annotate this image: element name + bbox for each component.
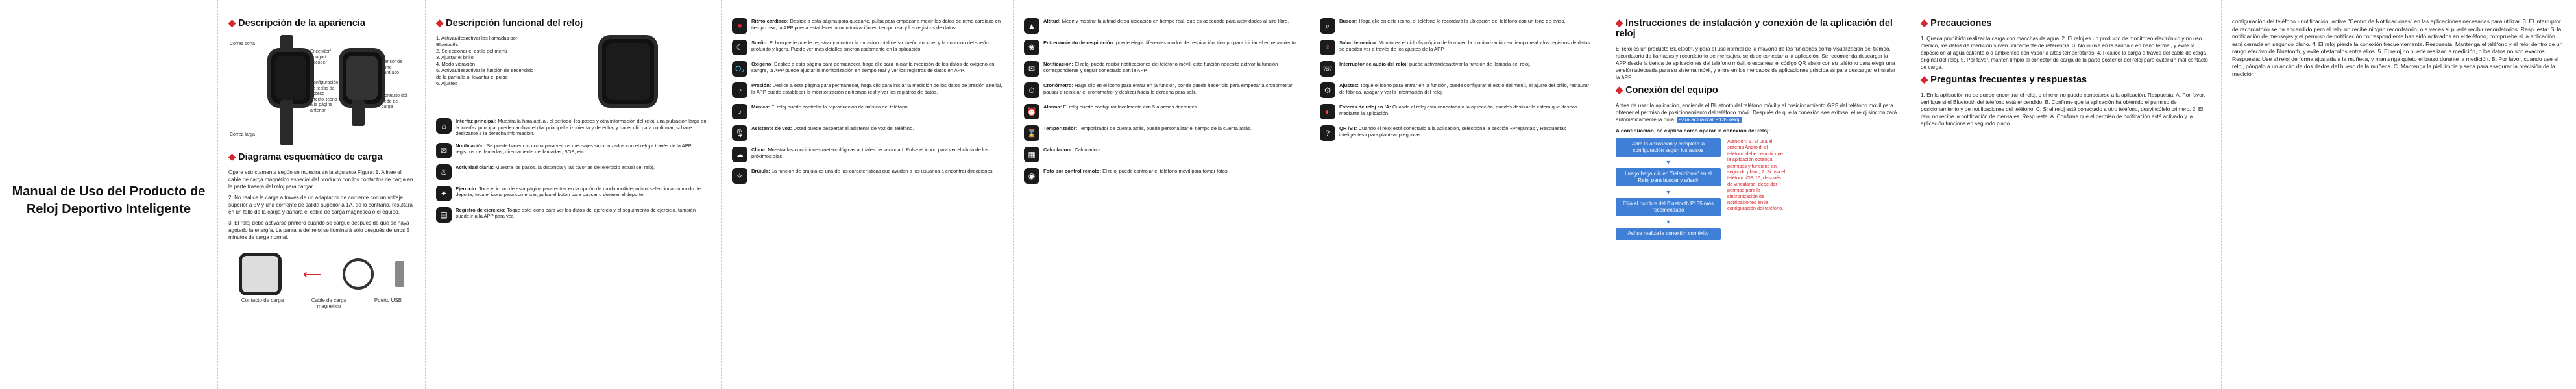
label-heart-sensor: Sensor de ritmo cardíaco bbox=[382, 60, 402, 75]
feature-item: ♪ Música: El reloj puede controlar la reproducción de música del teléfono. bbox=[732, 104, 1002, 119]
feature-item: ⏰ Alarma: El reloj puede configurar localmente con 5 alarmas diferentes. bbox=[1024, 104, 1298, 119]
feature-item: ☏ Interruptor de audio del reloj: puede activar/desactivar la función de llamada del reloj. bbox=[1320, 61, 1594, 77]
feature-item: O₂ Oxígeno: Deslice a esta página para permanecer, haga clic para iniciar la medición de los datos de oxígeno en sangre, la APP puede ajustar la monitorización en tiempo real y ver los registros de datos en APP. bbox=[732, 61, 1002, 77]
oxygen-icon: O₂ bbox=[732, 61, 747, 77]
feature-item: ✧ Brújula: La función de brújula es una de las características que ayudan a los usuarios a encontrar direcciones. bbox=[732, 168, 1002, 184]
precautions-text: 1. Queda prohibido realizar la carga con manchas de agua. 2. El reloj es un producto de monitoreo electrónico y no uso médico, los datos de medición sirven únicamente de referencia. 3. No lo use en la sauna o en baño termal, y evite la exposición al agua caliente o a ambientes con vapor a altas temperaturas. 4. Realice la carga a través del cable de carga original del reloj. 5. Por favor, mantén limpio el conector de carga de la parte posterior del reloj para evitar un mal contacto de carga. bbox=[1921, 36, 2208, 70]
connection-heading: ◆ Conexión del equipo bbox=[1616, 85, 1718, 95]
cover-title: Manual de Uso del Producto de Reloj Deportivo Inteligente bbox=[12, 184, 206, 216]
watch-front-image bbox=[267, 48, 314, 108]
activity-icon: ♨ bbox=[436, 164, 452, 180]
charging-figure bbox=[228, 253, 415, 295]
alarm-icon: ⏰ bbox=[1024, 104, 1039, 119]
faq-continued-panel bbox=[2222, 0, 2576, 389]
functional-item: 3. Ajustar el brillo bbox=[436, 55, 474, 60]
functional-item: 6. Ajustes bbox=[436, 81, 457, 86]
female-icon: ♀ bbox=[1320, 40, 1335, 55]
caption-cable: Cable de carga magnético bbox=[311, 297, 347, 309]
bell-icon: ✉ bbox=[436, 143, 452, 158]
connection-note: Atención: 1. Si usa el sistema Android, el teléfono debe permitir que la aplicación obtenga permisos y funcione en segundo plano; 2. Si usa el teléfono iOS 16, después de vincularse, debe dar permiso para la sincronización de notificaciones en la configuración del teléfono. bbox=[1727, 138, 1786, 212]
faq-continued-text: configuración del teléfono - notificación, active "Centro de Notificaciones" en las aplicaciones necesarias para utilizar. 3. El interruptor de recordatorio se ha encendido pero el reloj no recibe ningún recordatorio, o a veces sí puede recibir recordatorios. Respuesta: Si la notificación de mensajes y el permiso de notificación correspondiente han sido activados en el teléfono, compruebe si la aplicación está cerrada en segundo plano. 4. El reloj pierde la conexión frecuentemente. Respuesta: Mantenga el teléfono y el reloj dentro de un rango efectivo de Bluetooth, y evite obstáculos entre ellos. 5. El reloj no puede realizar la medición, o los datos no son exactos. Respuesta: Use el reloj de forma ajustada a la muñeca, y mantenga quieto el brazo durante la medición. B. Por favor, cuando use el reloj, póngalo a un ancho de dos dedos del hueso de la muñeca. C. Mantenga la piel limpia y seca para asegurar la precisión de la medición. bbox=[2232, 18, 2563, 77]
flow-step: Abra la aplicación y complete la configuración según los avisos bbox=[1616, 138, 1721, 157]
compass-icon: ✧ bbox=[732, 168, 747, 184]
feature-item: ◉ Foto por control remoto: El reloj puede controlar el teléfono móvil para tomar fotos. bbox=[1024, 168, 1298, 184]
feature-item: ▦ Calculadora: Calculadora bbox=[1024, 147, 1298, 162]
stopwatch-icon: ⏱ bbox=[1024, 82, 1039, 98]
precautions-panel bbox=[1910, 0, 2222, 389]
arrow-down-icon: ▼ bbox=[1665, 159, 1671, 166]
install-para: El reloj es un producto Bluetooth, y para el uso normal de la mayoría de las funciones como visualización del tiempo, recordatorio de llamadas y recordatorio de mensajes, se debe conectar a la aplicación. Se recomienda descargar la APP desde la tienda de aplicaciones del teléfono móvil, o escanear el código QR abajo con su teléfono para elegir una versión adecuada para su sistema móvil, y entre en los mercados de aplicaciones principales para descargar e instalar la APP. bbox=[1616, 46, 1895, 81]
connection-flow bbox=[1616, 138, 1721, 240]
cover-panel bbox=[0, 0, 218, 389]
schematic-para-1: Opere estrictamente según se muestra en la siguiente Figura: 1. Alinee el cable de carga magnético especial del producto con los contactos de carga en la parte trasera del reloj para cargar. bbox=[228, 169, 413, 190]
voice-icon: 🎙 bbox=[732, 125, 747, 141]
moon-icon: ☾ bbox=[732, 40, 747, 55]
notification-icon: ✉ bbox=[1024, 61, 1039, 77]
feature-item: ▤ Registro de ejercicio: Toque este icono para ver los datos del ejercicio y el seguimiento de ejercicio, también puede ir a la APP para ver. bbox=[436, 207, 711, 223]
schematic-para-3: 3. El reloj debe activarse primero cuando se cargue después de que se haya agotado la energía. La pantalla del reloj se iluminará sólo después de unos 5 minutos de carga normal. bbox=[228, 220, 410, 240]
caption-contact: Contacto de carga bbox=[241, 297, 284, 303]
feature-item: ▲ Altitud: Medir y mostrar la altitud de su ubicación en tiempo real, que es adecuado para actividades al aire libre. bbox=[1024, 18, 1298, 34]
camera-icon: ◉ bbox=[1024, 168, 1039, 184]
qa-icon: ? bbox=[1320, 125, 1335, 141]
feature-item: ❀ Entrenamiento de respiración: puede elegir diferentes modos de respiración, tiempo para iniciar el entrenamiento. bbox=[1024, 40, 1298, 55]
features-panel-4 bbox=[1309, 0, 1605, 389]
feature-item: ♥ Ritmo cardíaco: Deslice a esta página para quedarte, pulsa para empezar a medir los datos de ritmo cardíaco en tiempo real, la APP pueda establecer la monitorización en tiempo real y los registros de datos. bbox=[732, 18, 1002, 34]
caption-usb: Puerto USB bbox=[374, 297, 402, 303]
schematic-heading: ◆ Diagrama esquemático de carga bbox=[228, 152, 383, 162]
feature-item: 🎙 Asistente de voz: Usted puede despertar el asistente de voz del teléfono. bbox=[732, 125, 1002, 141]
feature-item: ◔ Presión: Deslice a esta página para permanecer, haga clic para iniciar la medición de los datos de presión arterial, la APP puede establecer la monitorización en tiempo real y ver los registros de datos. bbox=[732, 82, 1002, 98]
heart-icon: ♥ bbox=[732, 18, 747, 34]
feature-item: ? QR /BT: Cuando el reloj está conectado a la aplicación, selecciona la sección «Preguntas y Respuestas inteligentes» para plantear preguntas. bbox=[1320, 125, 1594, 141]
arrow-down-icon: ▼ bbox=[1665, 189, 1671, 195]
feature-item: ◐ Esferas de reloj en /A: Cuando el reloj está conectado a la aplicación, puedes deslizar la esfera que deseas mediante la aplicación. bbox=[1320, 104, 1594, 119]
functional-item: 5. Activar/desactivar la función de encendido de la pantalla al levantar el pulso bbox=[436, 68, 534, 80]
watch-back-image bbox=[339, 48, 385, 108]
feature-item: ♨ Actividad diaria: Muestra los pasos, la distancia y las calorías del ejercicio actual del reloj. bbox=[436, 164, 711, 180]
functional-panel bbox=[426, 0, 722, 389]
install-panel bbox=[1605, 0, 1910, 389]
feature-item: ✉ Notificación: El reloj puede recibir notificaciones del teléfono móvil, esta función necesita activar la función correspondiente y seguir conectado con la APP. bbox=[1024, 61, 1298, 77]
flow-step: Luego haga clic en 'Seleccionar' en el Reloj para buscar y añadir bbox=[1616, 168, 1721, 186]
gear-icon: ⚙ bbox=[1320, 82, 1335, 98]
charging-cable-image bbox=[343, 258, 374, 290]
flow-step: Elija el nombre del Bluetooth P135 más recomendado bbox=[1616, 198, 1721, 216]
feature-item: ✉ Notificación: Se puede hacer clic como para ver los mensajes sincronizados con el reloj a través de la APP, registros de llamadas, directamente de llamadas, SOS, etc. bbox=[436, 143, 711, 158]
flow-step: Así se realiza la conexión con éxito bbox=[1616, 228, 1721, 240]
label-power-button: Encender/ Apagar/ Escoder bbox=[310, 49, 331, 65]
feature-item: ☁ Clima: Muestra las condiciones meteorológicas actuales de la ciudad. Pulse el icono para ver el clima de los próximos días. bbox=[732, 147, 1002, 162]
watch-back-charging-image bbox=[239, 253, 282, 295]
feature-item: ♀ Salud femenina: Monitorea el ciclo fisiológico de la mujer, la monitorización en tiempo real y los registros de datos se pueden ver a través de los ajustes de la APP. bbox=[1320, 40, 1594, 55]
timer-icon: ⌛ bbox=[1024, 125, 1039, 141]
functional-list bbox=[436, 35, 540, 108]
appearance-heading: ◆ Descripción de la apariencia bbox=[228, 18, 365, 29]
features-panel-3 bbox=[1014, 0, 1309, 389]
arrow-down-icon: ▼ bbox=[1665, 219, 1671, 225]
install-heading: ◆ Instrucciones de instalación y conexión de la aplicación del reloj bbox=[1616, 18, 1893, 39]
home-icon: ⌂ bbox=[436, 118, 452, 134]
usb-port-image bbox=[395, 261, 404, 287]
precautions-heading: ◆ Precauciones bbox=[1921, 18, 1992, 29]
functional-heading: ◆ Descripción funcional del reloj bbox=[436, 18, 583, 29]
run-icon: ✦ bbox=[436, 186, 452, 201]
connection-para: Antes de usar la aplicación, encienda el Bluetooth del teléfono móvil y el posicionamiento GPS del teléfono móvil para obtener el permiso de posicionamiento del teléfono móvil. Después de que la conexión sea exitosa, el reloj sincronizará automáticamente la hora. Para actualizar P135 reloj: bbox=[1616, 103, 1897, 123]
schematic-para-2: 2. No realice la carga a través de un adaptador de corriente con un voltaje superior a 5V y una corriente de salida superior a 1A, de lo contrario, resultará en un fallo de la carga y dañará el cable de carga magnética o el equipo. bbox=[228, 195, 413, 215]
label-shortcut-key: Configuración de teclas de acceso directo, icono a la página anterior bbox=[310, 81, 339, 113]
feature-item: ⏱ Cronómetro: Haga clic en el icono para entrar en la función, donde puede hacer clic para empezar a cronometrar, pausar o reiniciar el cronómetro, y deslizar hacia la derecha para salir. bbox=[1024, 82, 1298, 98]
label-charge-contact: Contacto del dedo de carga bbox=[382, 94, 407, 109]
weather-icon: ☁ bbox=[732, 147, 747, 162]
faq-heading: ◆ Preguntas frecuentes y respuestas bbox=[1921, 75, 2087, 85]
calculator-icon: ▦ bbox=[1024, 147, 1039, 162]
watch-settings-image bbox=[598, 35, 658, 108]
watchface-icon: ◐ bbox=[1320, 104, 1335, 119]
appearance-diagram bbox=[228, 35, 415, 152]
pressure-icon: ◔ bbox=[732, 82, 747, 98]
functional-item: 1. Activar/desactivar las llamadas por Bluetooth. bbox=[436, 35, 518, 47]
music-icon: ♪ bbox=[732, 104, 747, 119]
feature-item: ✦ Ejercicio: Toca el icono de esta página para entrar en la opción de modo multideportivo, selecciona un modo de deporte, toca el icono para comenzar, pulsa el botón para pausar o detener el deporte. bbox=[436, 186, 711, 201]
features-panel-2 bbox=[722, 0, 1014, 389]
faq-text: 1. En la aplicación no se puede encontrar el reloj, o el reloj no puede conectarse a la aplicación. Respuesta: A. Por favor, verifique si el Bluetooth del teléfono está encendido. B. Confirme que la aplicación ha obtenido el permiso de posicionamiento y de notificaciones del teléfono. C. Si el reloj está conectado a otro teléfono, desvincúlelo primero. 2. El reloj no recibe la notificación de mensajes. Respuesta: A. Confirme que el permiso de notificación está activado y la aplicación funciona en segundo plano. bbox=[1921, 92, 2205, 127]
search-phone-icon: ⌕ bbox=[1320, 18, 1335, 34]
mountain-icon: ▲ bbox=[1024, 18, 1039, 34]
audio-switch-icon: ☏ bbox=[1320, 61, 1335, 77]
label-short-strap: Correa corta bbox=[230, 42, 255, 46]
arrow-left-icon: ⟵ bbox=[302, 267, 322, 282]
feature-item: ⌂ Interfaz principal: Muestra la hora actual, el período, los pasos y otra información del reloj, una pulsación larga en la interfaz principal puede cambiar el dial principal a izquierda y derecha, y hacer clic para confirmar; si hace deslizante a la derecha información. bbox=[436, 118, 711, 137]
label-long-strap: Correa larga bbox=[230, 132, 255, 137]
record-icon: ▤ bbox=[436, 207, 452, 223]
appearance-panel bbox=[218, 0, 426, 389]
functional-item: 2. Seleccionar el estilo del menú bbox=[436, 48, 507, 54]
breath-icon: ❀ bbox=[1024, 40, 1039, 55]
feature-item: ⌕ Buscar: Haga clic en este icono, el teléfono le recordará la ubicación del teléfono con un tono de aviso. bbox=[1320, 18, 1594, 34]
feature-item: ☾ Sueño: El busquede puede registrar y mostrar la duración total de su sueño anoche, y la duración del sueño profundo y ligero. Puede ver más detalles sincronizadamente en la aplicación. bbox=[732, 40, 1002, 55]
connection-sub: A continuación, se explica cómo operar la conexión del reloj: bbox=[1616, 128, 1771, 134]
functional-item: 4. Modo vibración bbox=[436, 61, 475, 67]
feature-item: ⚙ Ajustes: Toque el icono para entrar en la función, puede configurar el estilo del menú, el ajuste del brillo, restaurar de fábrica, apagar y ver la información del reloj. bbox=[1320, 82, 1594, 98]
feature-item: ⌛ Temporizador: Temporizador de cuenta atrás, puede personalizar el tiempo de la cuenta atrás. bbox=[1024, 125, 1298, 141]
